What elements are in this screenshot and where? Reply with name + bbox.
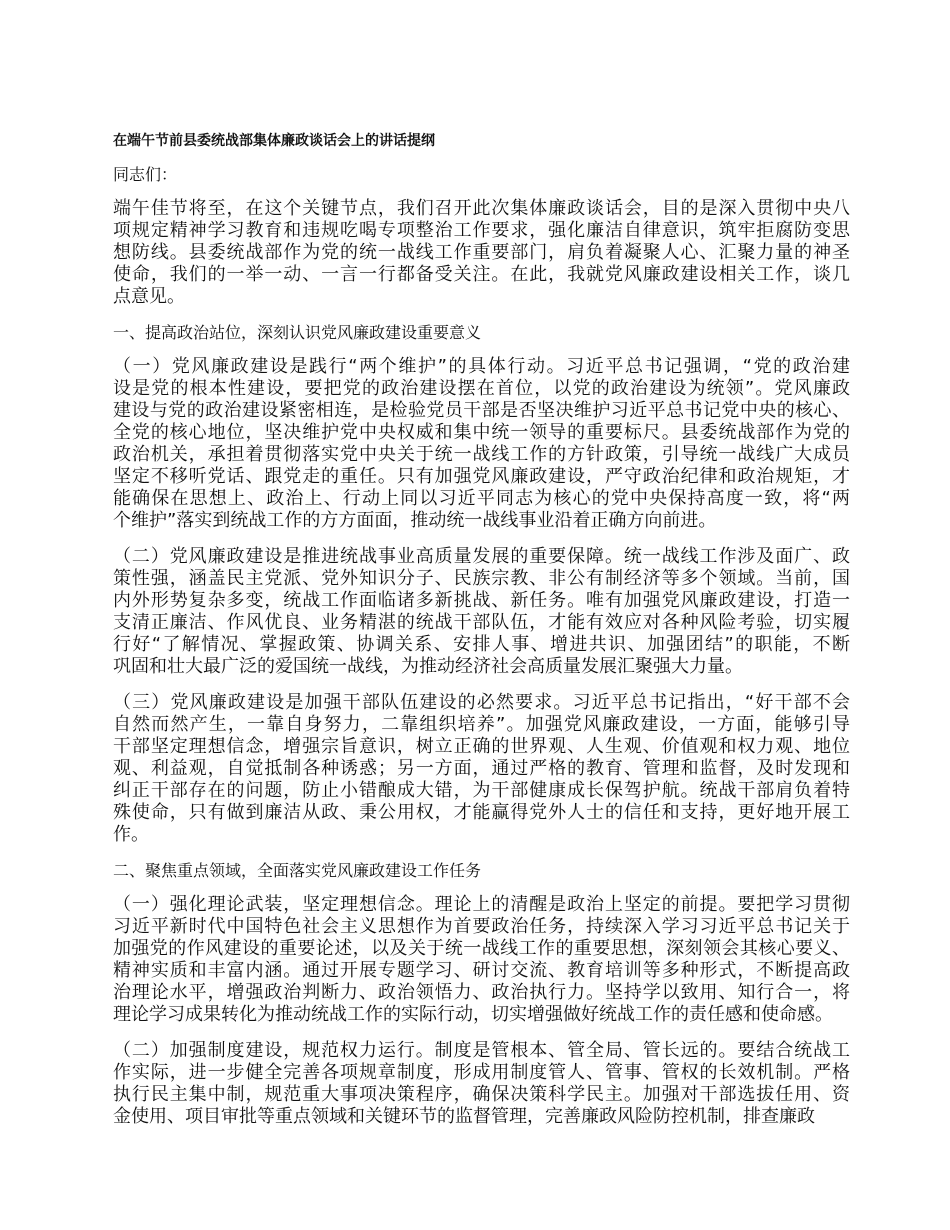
text-line: 点意见。: [113, 286, 185, 307]
section-heading: [113, 860, 850, 882]
text-line: 策性强，涵盖民主党派、党外知识分子、民族宗教、非公有制经济等多个领域。当前，国: [113, 568, 850, 589]
text-line: （一）强化理论武装，坚定理想信念。理论上的清醒是政治上坚定的前提。要把学习贯彻: [113, 894, 850, 915]
text-line: 坚定不移听党话、跟党走的重任。只有加强党风廉政建设，严守政治纪律和政治规矩，才: [113, 466, 850, 487]
text-line: 理论学习成果转化为推动统战工作的实际行动，切实增强做好统战工作的责任感和使命感。: [113, 1004, 833, 1025]
text-line: 一、提高政治站位，深刻认识党风廉政建设重要意义: [113, 323, 482, 342]
text-line: 精神实质和丰富内涵。通过开展专题学习、研讨交流、教育培训等多种形式，不断提高政: [113, 960, 850, 981]
paragraph: [113, 356, 850, 532]
text-line: 自然而然产生，一靠自身努力，二靠组织培养”。加强党风廉政建设，一方面，能够引导: [113, 714, 850, 735]
text-line: 全党的核心地位，坚决维护党中央权威和集中统一领导的重要标尺。县委统战部作为党的: [113, 422, 850, 443]
text-line: 作实际，进一步健全完善各项规章制度，形成用制度管人、管事、管权的长效机制。严格: [113, 1062, 850, 1083]
text-line: （一）党风廉政建设是践行“两个维护”的具体行动。习近平总书记强调，“党的政治建: [113, 356, 850, 377]
section-heading: [113, 322, 850, 344]
text-line: 纠正干部存在的问题，防止小错酿成大错，为干部健康成长保驾护航。统战干部肩负着特: [113, 780, 850, 801]
paragraph: [113, 692, 850, 846]
text-line: 政治机关，承担着贯彻落实党中央关于统一战线工作的方针政策，引导统一战线广大成员: [113, 444, 850, 465]
text-line: 干部坚定理想信念，增强宗旨意识，树立正确的世界观、人生观、价值观和权力观、地位: [113, 736, 850, 757]
text-line: 观、利益观，自觉抵制各种诱惑；另一方面，通过严格的教育、管理和监督，及时发现和: [113, 758, 850, 779]
document-page: [113, 130, 850, 1142]
text-line: 设是党的根本性建设，要把党的政治建设摆在首位，以党的政治建设为统领”。党风廉政: [113, 378, 850, 399]
paragraph: [113, 1040, 850, 1128]
text-line: 巩固和壮大最广泛的爱国统一战线，为推动经济社会高质量发展汇聚强大力量。: [113, 656, 743, 677]
text-line: 殊使命，只有做到廉洁从政、秉公用权，才能赢得党外人士的信任和支持，更好地开展工: [113, 802, 850, 823]
text-line: 支清正廉洁、作风优良、业务精湛的统战干部队伍，才能有效应对各种风险考验，切实履: [113, 612, 850, 633]
text-line: 习近平新时代中国特色社会主义思想作为首要政治任务，持续深入学习习近平总书记关于: [113, 916, 850, 937]
text-line: （二）党风廉政建设是推进统战事业高质量发展的重要保障。统一战线工作涉及面广、政: [113, 546, 850, 567]
text-line: 行好“了解情况、掌握政策、协调关系、安排人事、增进共识、加强团结”的职能，不断: [113, 634, 850, 655]
paragraph: [113, 894, 850, 1026]
salutation: 同志们：: [113, 165, 178, 184]
text-line: 金使用、项目审批等重点领域和关键环节的监督管理，完善廉政风险防控机制，排查廉政: [113, 1106, 815, 1127]
text-line: 加强党的作风建设的重要论述，以及关于统一战线工作的重要思想，深刻领会其核心要义、: [113, 938, 850, 959]
text-line: 端午佳节将至，在这个关键节点，我们召开此次集体廉政谈话会，目的是深入贯彻中央八: [113, 198, 850, 219]
text-line: 内外形势复杂多变，统战工作面临诸多新挑战、新任务。唯有加强党风廉政建设，打造一: [113, 590, 850, 611]
text-line: 执行民主集中制，规范重大事项决策程序，确保决策科学民主。加强对干部选拔任用、资: [113, 1084, 850, 1105]
text-line: 使命，我们的一举一动、一言一行都备受关注。在此，我就党风廉政建设相关工作，谈几: [113, 264, 850, 285]
text-line: （三）党风廉政建设是加强干部队伍建设的必然要求。习近平总书记指出，“好干部不会: [113, 692, 850, 713]
text-line: 二、聚焦重点领域，全面落实党风廉政建设工作任务: [113, 861, 482, 880]
text-line: 项规定精神学习教育和违规吃喝专项整治工作要求，强化廉洁自律意识，筑牢拒腐防变思: [113, 220, 850, 241]
text-line: 作。: [113, 824, 149, 845]
text-line: 治理论水平，增强政治判断力、政治领悟力、政治执行力。坚持学以致用、知行合一，将: [113, 982, 850, 1003]
document-title: 在端午节前县委统战部集体廉政谈话会上的讲话提纲: [113, 133, 435, 149]
paragraph: [113, 546, 850, 678]
text-line: 建设与党的政治建设紧密相连，是检验党员干部是否坚决维护习近平总书记党中央的核心、: [113, 400, 850, 421]
text-line: 个维护”落实到统战工作的方方面面，推动统一战线事业沿着正确方向前进。: [113, 510, 717, 531]
text-line: 能确保在思想上、政治上、行动上同以习近平同志为核心的党中央保持高度一致，将“两: [113, 488, 850, 509]
text-line: （二）加强制度建设，规范权力运行。制度是管根本、管全局、管长远的。要结合统战工: [113, 1040, 850, 1061]
document-body: [113, 198, 850, 1128]
paragraph: [113, 198, 850, 308]
text-line: 想防线。县委统战部作为党的统一战线工作重要部门，肩负着凝聚人心、汇聚力量的神圣: [113, 242, 850, 263]
